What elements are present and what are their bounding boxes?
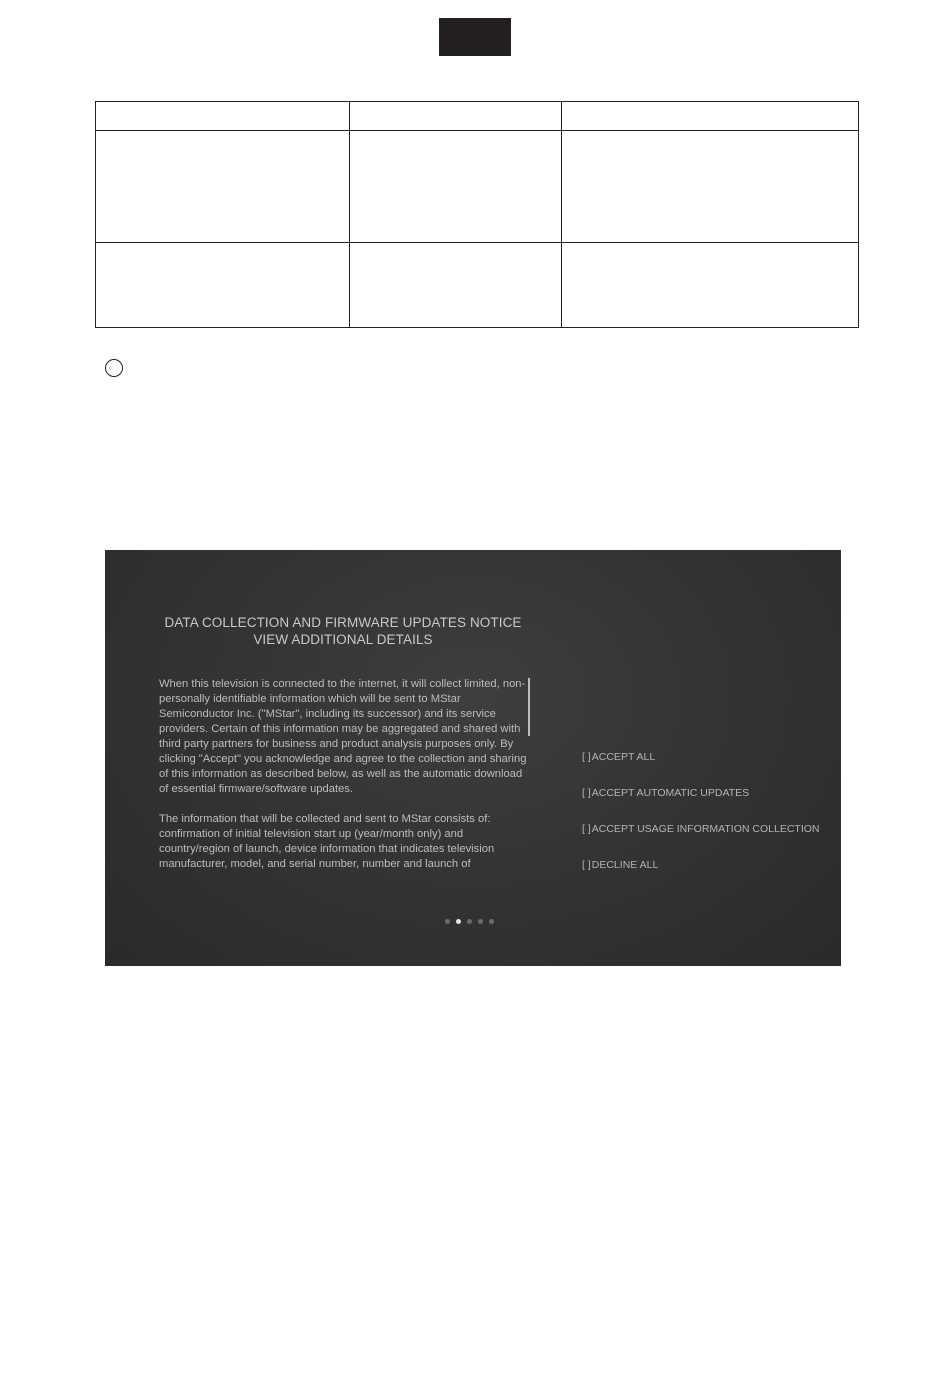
table-cell <box>562 102 859 131</box>
consent-options <box>582 750 820 894</box>
table-cell <box>562 243 859 328</box>
table-cell <box>96 102 350 131</box>
pagination-dot[interactable] <box>478 919 483 924</box>
pagination-dot-active[interactable] <box>456 919 461 924</box>
table-row <box>96 243 859 328</box>
table-cell <box>562 131 859 243</box>
specification-table <box>95 101 859 328</box>
notice-body[interactable] <box>159 677 534 889</box>
notice-title-line: DATA COLLECTION AND FIRMWARE UPDATES NOTICE <box>164 615 522 630</box>
notice-paragraph: The information that will be collected and sent to MStar consists of: confirmation of initial television start up (year/month only) and country/region of launch, device information that indicates television manufacturer, model, and serial number, number and launch of <box>159 813 495 870</box>
option-label: ACCEPT AUTOMATIC UPDATES <box>591 787 750 799</box>
scrollbar[interactable] <box>528 678 530 736</box>
option-label: ACCEPT USAGE INFORMATION COLLECTION <box>591 823 820 835</box>
tv-screen-screenshot <box>105 550 841 966</box>
table-row <box>96 131 859 243</box>
pagination-dots <box>445 919 494 924</box>
table-cell <box>350 243 562 328</box>
checkbox-icon: [ ] <box>582 859 591 871</box>
checkbox-icon: [ ] <box>582 751 591 763</box>
note-circle-icon <box>105 359 123 377</box>
pagination-dot[interactable] <box>489 919 494 924</box>
table-cell <box>96 243 350 328</box>
notice-paragraph: When this television is connected to the internet, it will collect limited, non-personally identifiable information which will be sent to MStar Semiconductor Inc. ("MStar", including its successor) and its service providers. Certain of this information may be aggregated and shared with third party partners for business and product analysis purposes only. By clicking "Accept" you acknowledge and agree to the collection and sharing of this information as described below, as well as the automatic download of essential firmware/software updates. <box>159 678 527 795</box>
table-cell <box>96 131 350 243</box>
decline-all-option[interactable] <box>582 858 820 872</box>
table-row <box>96 102 859 131</box>
accept-automatic-updates-option[interactable] <box>582 786 820 800</box>
table-cell <box>350 131 562 243</box>
view-additional-details-link[interactable]: VIEW ADDITIONAL DETAILS <box>253 632 433 647</box>
notice-title <box>163 614 523 648</box>
option-label: DECLINE ALL <box>591 859 659 871</box>
table-cell <box>350 102 562 131</box>
option-label: ACCEPT ALL <box>591 751 656 763</box>
accept-usage-information-collection-option[interactable] <box>582 822 820 836</box>
pagination-dot[interactable] <box>445 919 450 924</box>
pagination-dot[interactable] <box>467 919 472 924</box>
page-header-tab <box>439 18 511 56</box>
checkbox-icon: [ ] <box>582 787 591 799</box>
checkbox-icon: [ ] <box>582 823 591 835</box>
accept-all-option[interactable] <box>582 750 820 764</box>
